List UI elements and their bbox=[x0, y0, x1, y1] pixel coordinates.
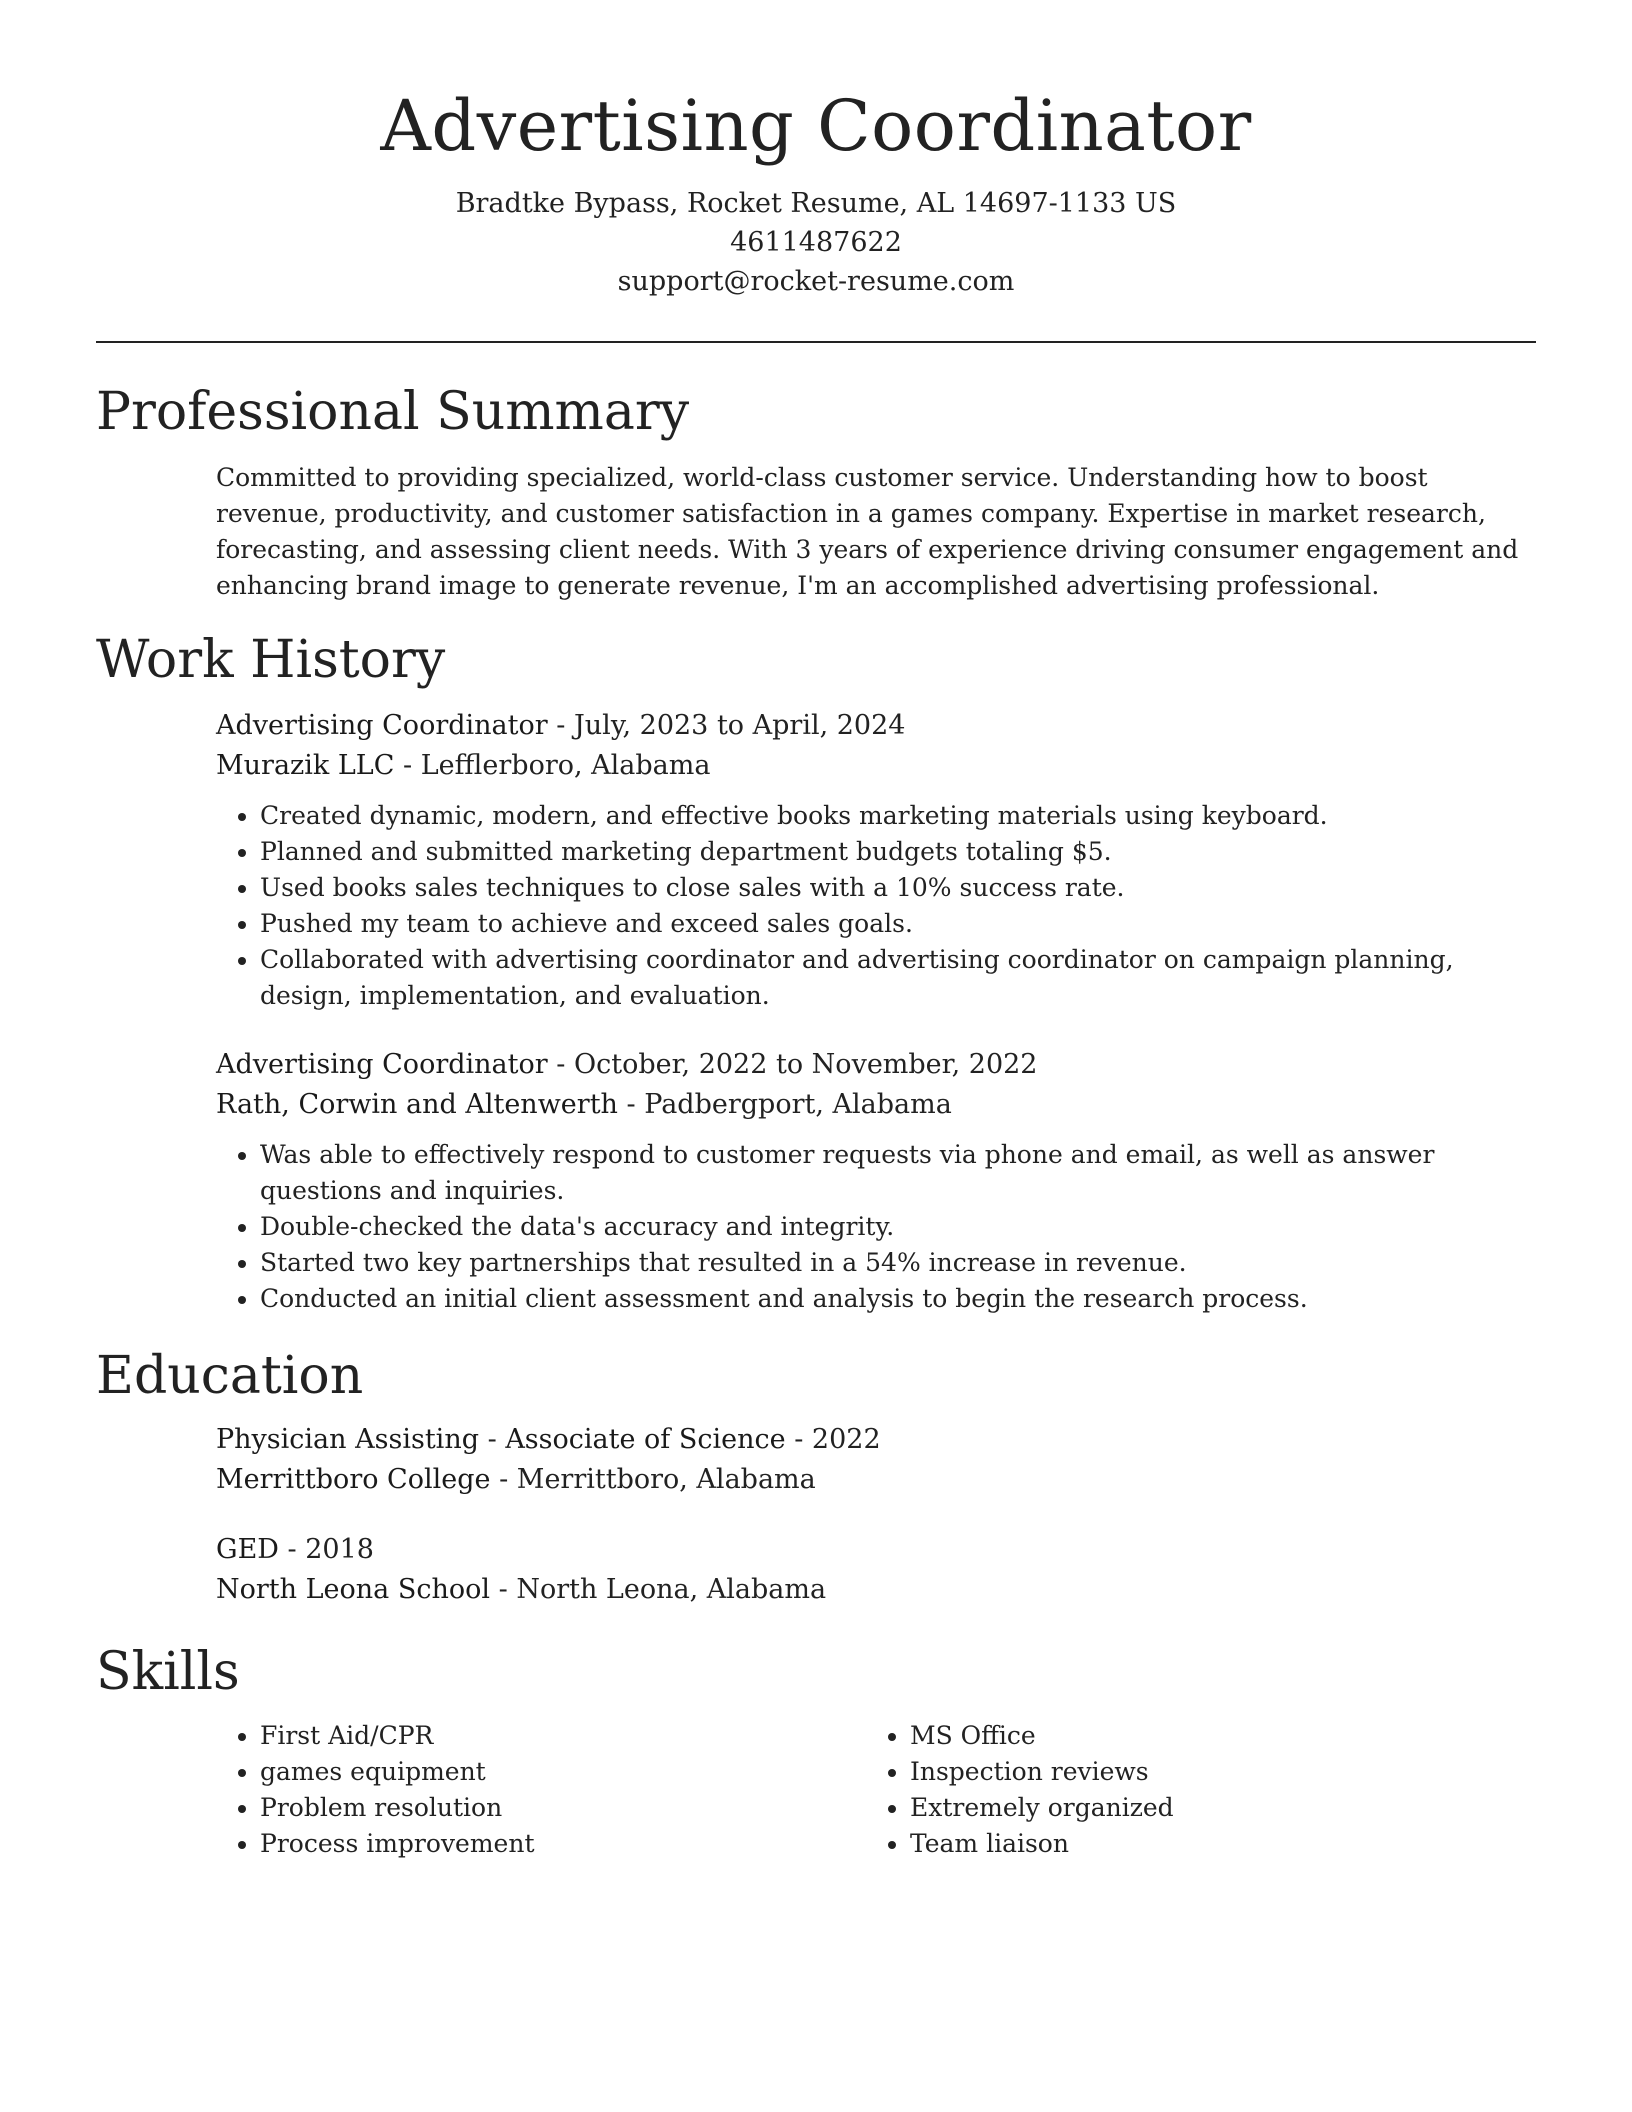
job-company: Rath, Corwin and Altenwerth bbox=[216, 1089, 618, 1120]
job-bullets bbox=[216, 1137, 1536, 1317]
education-school-line bbox=[216, 1570, 1536, 1610]
skill-item: • Process improvement bbox=[260, 1826, 866, 1862]
skill-item: • First Aid/CPR bbox=[260, 1718, 866, 1754]
job-title-line bbox=[216, 1045, 1536, 1085]
job-bullet: • Pushed my team to achieve and exceed sales goals. bbox=[260, 906, 1536, 942]
education-year: 2022 bbox=[811, 1424, 881, 1455]
separator: - bbox=[556, 710, 574, 741]
section-title-skills: Skills bbox=[96, 1642, 240, 1702]
skill-item: • MS Office bbox=[910, 1718, 1516, 1754]
job-bullet: • Conducted an initial client assessment and analysis to begin the research process. bbox=[260, 1281, 1536, 1317]
skills-list bbox=[216, 1718, 866, 1862]
skill-item: • Problem resolution bbox=[260, 1790, 866, 1826]
job-bullet: • Used books sales techniques to close sales with a 10% success rate. bbox=[260, 870, 1536, 906]
separator: - bbox=[498, 1574, 517, 1605]
skills-block bbox=[216, 1718, 1536, 1862]
section-title-work-history: Work History bbox=[96, 630, 446, 690]
contact-info bbox=[96, 184, 1536, 301]
job-entry bbox=[216, 706, 1536, 1014]
job-company-line bbox=[216, 746, 1536, 786]
job-location: Padbergport, Alabama bbox=[644, 1089, 952, 1120]
resume-name: Advertising Coordinator bbox=[380, 85, 1252, 167]
skills-column-left bbox=[216, 1718, 866, 1862]
education-entry bbox=[216, 1530, 1536, 1610]
job-location: Lefflerboro, Alabama bbox=[420, 750, 711, 781]
skill-item: • games equipment bbox=[260, 1754, 866, 1790]
separator: - bbox=[287, 1534, 306, 1565]
resume-header bbox=[96, 80, 1536, 301]
job-bullet: • Created dynamic, modern, and effective books marketing materials using keyboard. bbox=[260, 798, 1536, 834]
education-entry bbox=[216, 1420, 1536, 1500]
job-bullet: • Collaborated with advertising coordinator and advertising coordinator on campaign planning, design, implementation, and evaluation. bbox=[260, 942, 1536, 1014]
summary-block bbox=[216, 460, 1536, 604]
education-school: North Leona School bbox=[216, 1574, 490, 1605]
job-dates: July, 2023 to April, 2024 bbox=[573, 710, 906, 741]
separator: - bbox=[794, 1424, 812, 1455]
job-entry bbox=[216, 1045, 1536, 1317]
job-bullets bbox=[216, 798, 1536, 1014]
summary-text: Committed to providing specialized, world-class customer service. Understanding how to boost revenue, productivity, and customer satisfaction in a games company. Expertise in market research, forecasting, and assessing client needs. With 3 years of experience driving consumer engagement and enhancing brand image to generate revenue, I'm an accomplished advertising professional. bbox=[216, 463, 1519, 600]
job-bullet: • Started two key partnerships that resulted in a 54% increase in revenue. bbox=[260, 1245, 1536, 1281]
separator: - bbox=[626, 1089, 645, 1120]
job-dates: October, 2022 to November, 2022 bbox=[573, 1049, 1038, 1080]
skills-list bbox=[866, 1718, 1516, 1862]
skill-item: • Team liaison bbox=[910, 1826, 1516, 1862]
education-field: Physician Assisting bbox=[216, 1424, 479, 1455]
skill-item: • Extremely organized bbox=[910, 1790, 1516, 1826]
skills-column-right bbox=[866, 1718, 1516, 1862]
job-bullet: • Planned and submitted marketing department budgets totaling $5. bbox=[260, 834, 1536, 870]
separator: - bbox=[556, 1049, 574, 1080]
job-bullet: • Double-checked the data's accuracy and integrity. bbox=[260, 1209, 1536, 1245]
contact-phone: 4611487622 bbox=[730, 227, 902, 258]
education-degree: Associate of Science bbox=[505, 1424, 786, 1455]
job-company: Murazik LLC bbox=[216, 750, 395, 781]
separator: - bbox=[402, 750, 421, 781]
separator: - bbox=[487, 1424, 506, 1455]
job-company-line bbox=[216, 1085, 1536, 1125]
section-title-summary: Professional Summary bbox=[96, 382, 690, 442]
section-title-education: Education bbox=[96, 1346, 364, 1406]
separator: - bbox=[499, 1464, 517, 1495]
education-degree-line bbox=[216, 1420, 1536, 1460]
education-degree-line bbox=[216, 1530, 1536, 1570]
skills-grid bbox=[216, 1718, 1536, 1862]
contact-address: Bradtke Bypass, Rocket Resume, AL 14697-1133 US bbox=[455, 188, 1177, 219]
education-school-line bbox=[216, 1460, 1536, 1500]
job-bullet: • Was able to effectively respond to customer requests via phone and email, as well as answer questions and inquiries. bbox=[260, 1137, 1536, 1209]
education-location: North Leona, Alabama bbox=[516, 1574, 827, 1605]
job-role: Advertising Coordinator bbox=[216, 1049, 548, 1080]
education-year: 2018 bbox=[305, 1534, 374, 1565]
education-degree: GED bbox=[216, 1534, 279, 1565]
education-location: Merrittboro, Alabama bbox=[516, 1464, 816, 1495]
skill-item: • Inspection reviews bbox=[910, 1754, 1516, 1790]
job-role: Advertising Coordinator bbox=[216, 710, 548, 741]
education-school: Merrittboro College bbox=[216, 1464, 491, 1495]
job-title-line bbox=[216, 706, 1536, 746]
header-divider bbox=[96, 341, 1536, 343]
contact-email: support@rocket-resume.com bbox=[617, 266, 1015, 297]
